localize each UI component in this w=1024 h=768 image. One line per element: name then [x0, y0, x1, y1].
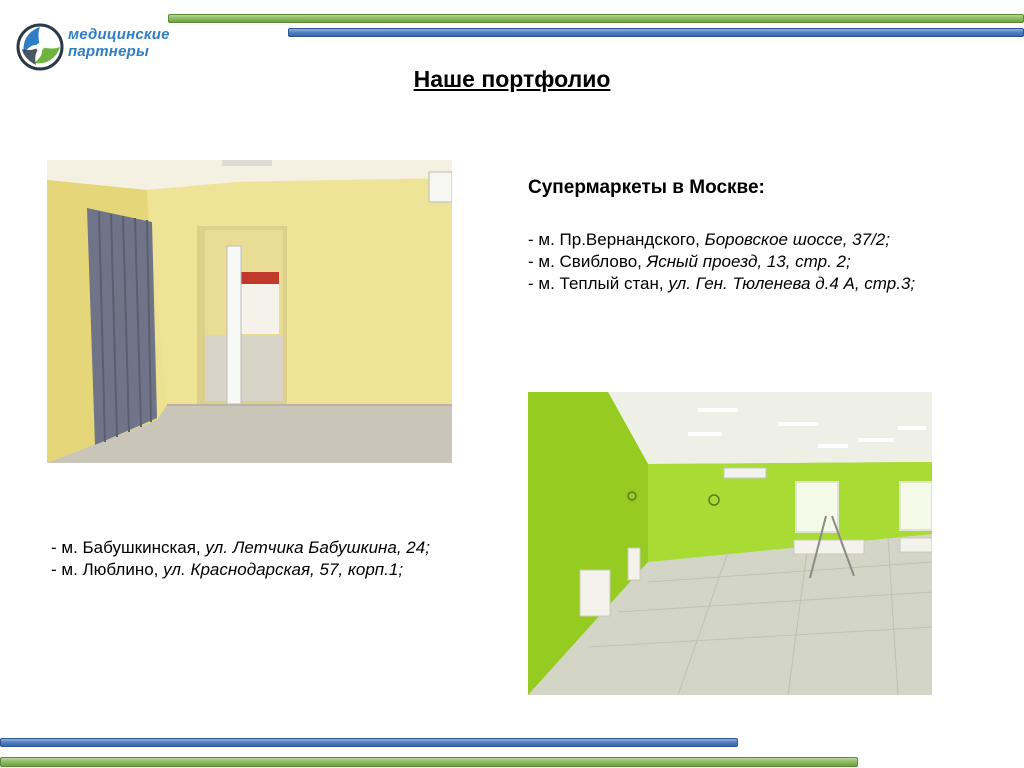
page-title-text: Наше портфолио [413, 66, 611, 92]
more-addresses-section [51, 537, 521, 581]
metro-station: - м. Бабушкинская, [51, 538, 206, 557]
street-address: ул. Летчика Бабушкина, 24; [205, 538, 430, 557]
address-line [51, 559, 521, 581]
logo-wordmark [68, 26, 170, 60]
photo-green-hall [528, 392, 932, 695]
address-line [528, 229, 1008, 251]
street-address: Боровское шоссе, 37/2; [704, 230, 890, 249]
metro-station: - м. Теплый стан, [528, 274, 669, 293]
top-blue-stripe [288, 28, 1024, 37]
logo-emblem-icon [16, 23, 64, 71]
company-logo [16, 22, 206, 72]
address-line [51, 537, 521, 559]
street-address: ул. Ген. Тюленева д.4 А, стр.3; [668, 274, 916, 293]
bottom-green-stripe [0, 757, 858, 767]
page-title [0, 66, 1024, 93]
metro-station: - м. Пр.Вернандского, [528, 230, 705, 249]
bottom-blue-stripe [0, 738, 738, 747]
top-green-stripe [168, 14, 1024, 23]
metro-station: - м. Свиблово, [528, 252, 647, 271]
metro-station: - м. Люблино, [51, 560, 164, 579]
photo-yellow-room [47, 160, 452, 463]
street-address: Ясный проезд, 13, стр. 2; [646, 252, 851, 271]
address-line [528, 251, 1008, 273]
address-line [528, 273, 1008, 295]
supermarkets-section [528, 177, 1008, 295]
section-heading: Супермаркеты в Москве: [528, 177, 765, 198]
logo-line-1: медицинские [68, 26, 170, 43]
logo-line-2: партнеры [68, 43, 149, 60]
street-address: ул. Краснодарская, 57, корп.1; [163, 560, 404, 579]
